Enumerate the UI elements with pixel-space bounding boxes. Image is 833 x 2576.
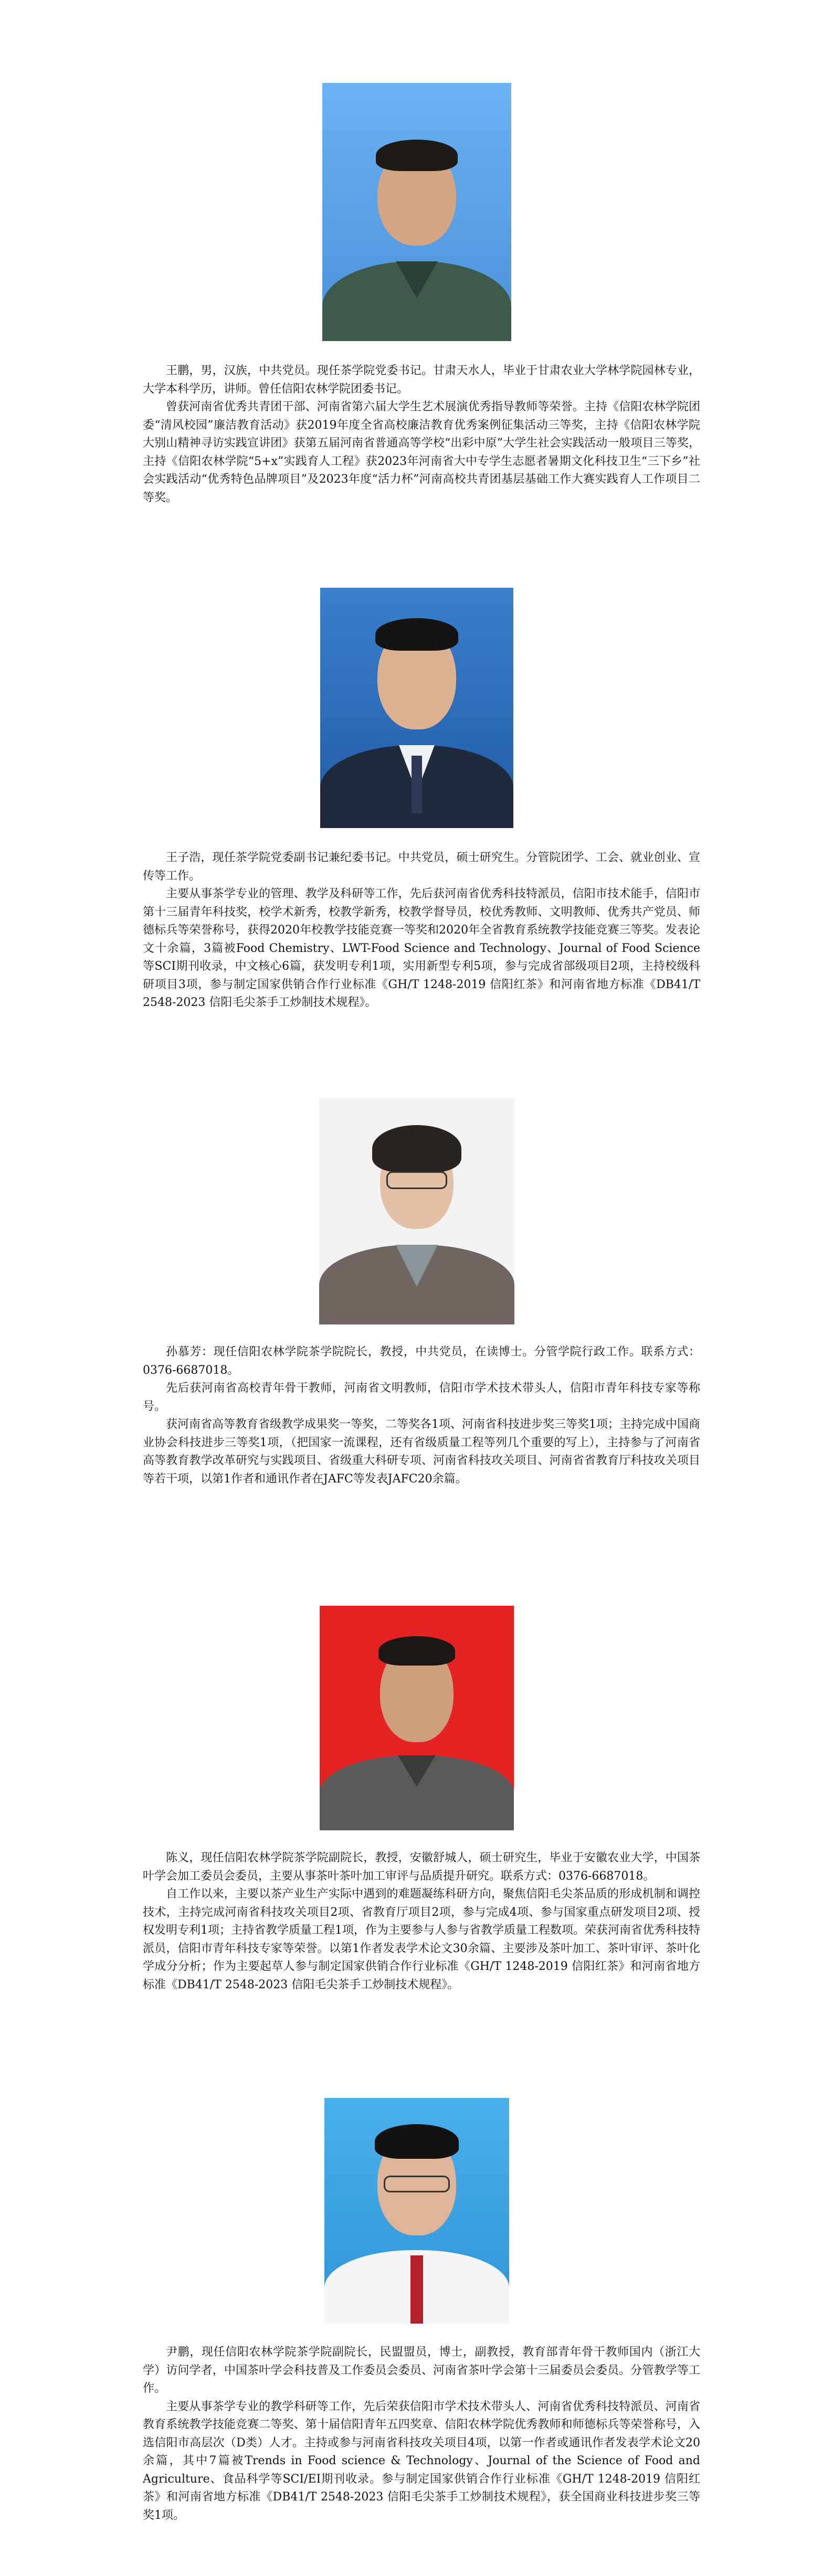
bio-text (143, 1849, 700, 1994)
portrait-photo (324, 2098, 509, 2324)
bio-paragraph: 获河南省高等教育省级教学成果奖一等奖，二等奖各1项、河南省科技进步奖三等奖1项；主持完成中国商业协会科技进步三等奖1项，（把国家一流课程，还有省级质量工程等列几个重要的写上），主持参与了河南省高等教育教学改革研究与实践项目、省级重大科研专项、河南省科技攻关项目、河南省省教育厅科技攻关项目等若干项，以第1作者和通讯作者在JAFC等发表JAFC20余篇。 (143, 1418, 700, 1486)
bio-paragraph: 主要从事茶学专业的教学科研等工作，先后荣获信阳市学术技术带头人、河南省优秀科技特派员、河南省教育系统教学技能竞赛二等奖、第十届信阳青年五四奖章、信阳农林学院优秀教师和师德标兵等荣誉称号，入选信阳市高层次（D类）人才。主持或参与河南省科技攻关项目4项，以第一作者或通讯作者发表学术论文20余篇，其中7篇被Trends in Food science & Technology、Journal of the Science of Food and Agriculture、食品科学等SCI/EI期刊收录。参与制定国家供销合作行业标准《GH/T 1248-2019 信阳红茶》和河南省地方标准《DB41/T 2548-2023 信阳毛尖茶手工炒制技术规程》，获全国商业科技进步奖三等奖1项。 (143, 2400, 700, 2522)
portrait-hair (375, 618, 458, 651)
portrait-photo (322, 83, 511, 341)
bio-paragraph: 王子浩，现任茶学院党委副书记兼纪委书记。中共党员，硕士研究生。分管院团学、工会、就业创业、宣传等工作。 (143, 851, 700, 883)
bio-paragraph: 主要从事茶学专业的管理、教学及科研等工作，先后获河南省优秀科技特派员，信阳市技术能手，信阳市第十三届青年科技奖，校学术新秀，校教学新秀，校教学督导员，校优秀教师、文明教师、优秀共产党员、师德标兵等荣誉称号，获得2020年校教学技能竞赛一等奖和2020年全省教育系统教学技能竞赛三等奖。发表论文十余篇，3篇被Food Chemistry、LWT-Food Science and Technology、Journal of Food Science 等SCI期刊收录，中文核心6篇，获发明专利1项，实用新型专利5项，参与完成省部级项目2项，主持校级科研项目3项，参与制定国家供销合作行业标准《GH/T 1248-2019 信阳红茶》和河南省地方标准《DB41/T 2548-2023 信阳毛尖茶手工炒制技术规程》。 (143, 887, 700, 1009)
bio-text (143, 2344, 700, 2525)
portrait-hair (372, 1125, 461, 1172)
portrait-collar (396, 261, 438, 298)
portrait-hair (376, 140, 458, 171)
portrait-tie (412, 756, 422, 813)
portrait-tie (410, 2255, 423, 2324)
portrait-collar (398, 1755, 436, 1787)
portrait-photo (320, 1606, 514, 1830)
portrait-hair (378, 1636, 455, 1666)
bio-paragraph: 曾获河南省优秀共青团干部、河南省第六届大学生艺术展演优秀指导教师等荣誉。主持《信阳农林学院团委“清风校园”廉洁教育活动》获2019年度全省高校廉洁教育优秀案例征集活动三等奖，主持《信阳农林学院大别山精神寻访实践宣讲团》获第五届河南省普通高等学校“出彩中原”大学生社会实践活动一般项目三等奖，主持《信阳农林学院“5+x”实践育人工程》获2023年河南省大中专学生志愿者暑期文化科技卫生“三下乡”社会实践活动“优秀特色品牌项目”及2023年度“活力杯”河南高校共青团基层基础工作大赛实践育人工作项目二等奖。 (143, 400, 700, 504)
bio-paragraph: 先后获河南省高校青年骨干教师，河南省文明教师，信阳市学术技术带头人，信阳市青年科技专家等称号。 (143, 1382, 700, 1413)
portrait-photo (320, 588, 513, 828)
portrait-glasses (384, 2176, 450, 2192)
portrait-hair (375, 2124, 459, 2159)
bio-paragraph: 自工作以来，主要以茶产业生产实际中遇到的难题凝练科研方向，聚焦信阳毛尖茶品质的形成机制和调控技术，主持完成河南省科技攻关项目2项、省教育厅项目2项，参与完成4项、参与国家重点研发项目2项、授权发明专利1项；主持省教学质量工程1项，作为主要参与人参与省教学质量工程数项。荣获河南省优秀科技特派员，信阳市青年科技专家等荣誉。以第1作者发表学术论文30余篇、主要涉及茶叶加工、茶叶审评、茶叶化学成分分析；作为主要起草人参与制定国家供销合作行业标准《GH/T 1248-2019 信阳红茶》和河南省地方标准《DB41/T 2548-2023 信阳毛尖茶手工炒制技术规程》。 (143, 1888, 700, 1991)
bio-paragraph: 陈义，现任信阳农林学院茶学院副院长，教授，安徽舒城人，硕士研究生，毕业于安徽农业大学，中国茶叶学会加工委员会委员，主要从事茶叶茶叶加工审评与品质提升研究。联系方式：0376-6687018。 (143, 1851, 700, 1883)
portrait-glasses (386, 1171, 447, 1189)
bio-paragraph: 尹鹏，现任信阳农林学院茶学院副院长，民盟盟员，博士，副教授，教育部青年骨干教师国内（浙江大学）访问学者，中国茶叶学会科技普及工作委员会委员、河南省茶叶学会第十三届委员会委员。分管教学等工作。 (143, 2346, 700, 2395)
bio-paragraph: 孙慕芳：现任信阳农林学院茶学院院长，教授，中共党员，在读博士。分管学院行政工作。联系方式：0376-6687018。 (143, 1345, 700, 1377)
bio-text (143, 1343, 700, 1488)
portrait-photo (319, 1098, 514, 1324)
bio-paragraph: 王鹏，男，汉族，中共党员。现任茶学院党委书记。甘肃天水人，毕业于甘肃农业大学林学院园林专业，大学本科学历，讲师。曾任信阳农林学院团委书记。 (143, 364, 700, 396)
bio-text (143, 362, 700, 507)
portrait-collar (396, 1245, 438, 1287)
bio-text (143, 849, 700, 1012)
